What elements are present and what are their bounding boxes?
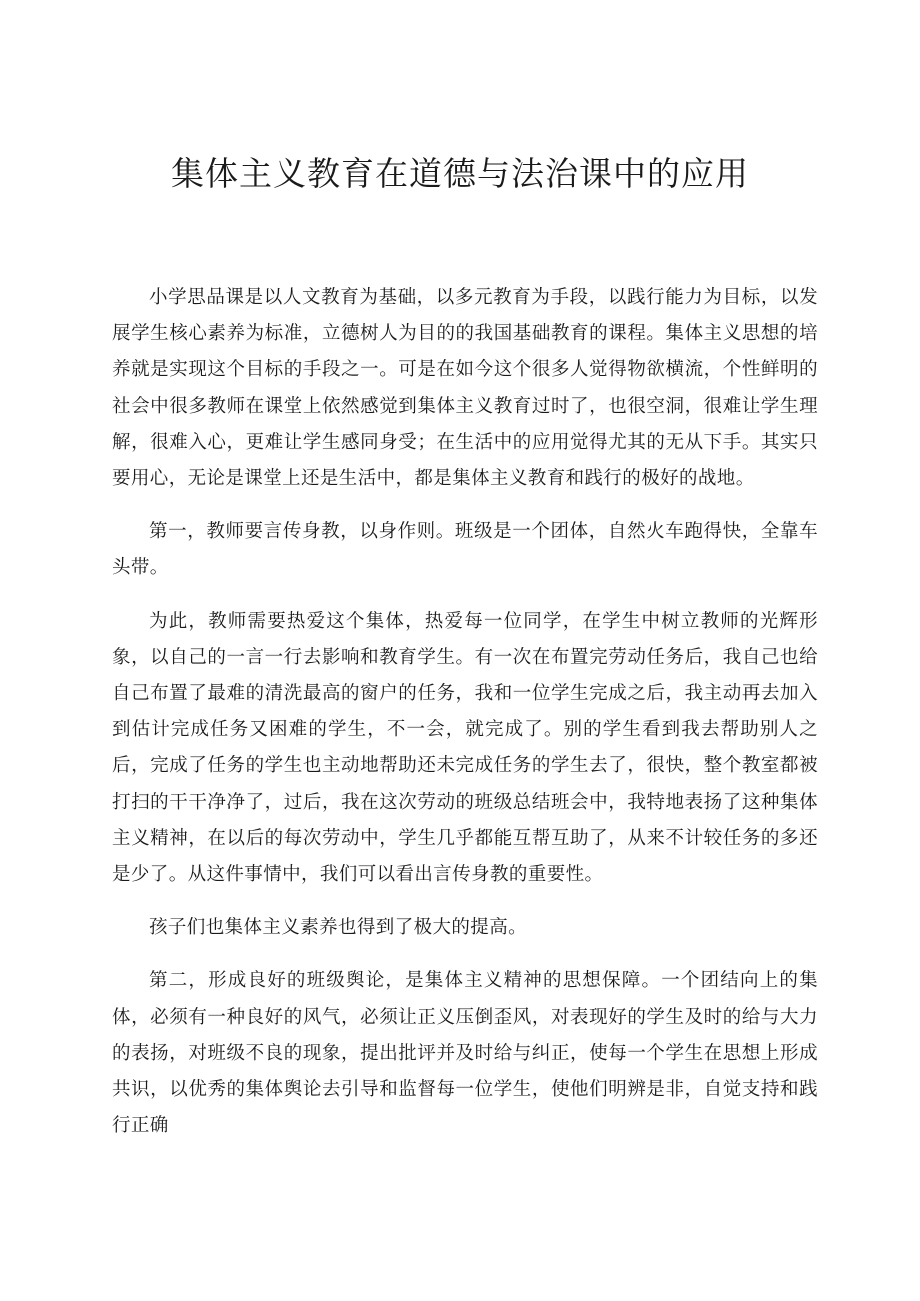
paragraph-intro: 小学思品课是以人文教育为基础，以多元教育为手段，以践行能力为目标，以发展学生核心素养为标准，立德树人为目的的我国基础教育的课程。集体主义思想的培养就是实现这个目标的手段之一。可是在如今这个很多人觉得物欲横流，个性鲜明的社会中很多教师在课堂上依然感觉到集体主义教育过时了，也很空洞，很难让学生理解，很难入心，更难让学生感同身受；在生活中的应用觉得尤其的无从下手。其实只要用心，无论是课堂上还是生活中，都是集体主义教育和践行的极好的战地。 [112, 287, 818, 490]
document-title: 集体主义教育在道德与法治课中的应用 [171, 154, 749, 193]
paragraph-result: 孩子们也集体主义素养也得到了极大的提高。 [149, 917, 528, 939]
document-body [112, 280, 818, 1161]
paragraph-example: 为此，教师需要热爱这个集体，热爱每一位同学，在学生中树立教师的光辉形象，以自己的一言一行去影响和教育学生。有一次在布置完劳动任务后，我自己也给自己布置了最难的清洗最高的窗户的任务，我和一位学生完成之后，我主动再去加入到估计完成任务又困难的学生，不一会，就完成了。别的学生看到我去帮助别人之后，完成了任务的学生也主动地帮助还未完成任务的学生去了，很快，整个教室都被打扫的干干净净了，过后，我在这次劳动的班级总结班会中，我特地表扬了这种集体主义精神，在以后的每次劳动中，学生几乎都能互帮互助了，从来不计较任务的多还是少了。从这件事情中，我们可以看出言传身教的重要性。 [112, 610, 818, 886]
paragraph-point-one: 第一，教师要言传身教，以身作则。班级是一个团体，自然火车跑得快，全靠车头带。 [112, 521, 818, 579]
paragraph-point-two: 第二，形成良好的班级舆论，是集体主义精神的思想保障。一个团结向上的集体，必须有一种良好的风气，必须让正义压倒歪风，对表现好的学生及时的给与大力的表扬，对班级不良的现象，提出批评并及时给与纠正，使每一个学生在思想上形成共识，以优秀的集体舆论去引导和监督每一位学生，使他们明辨是非，自觉支持和践行正确 [112, 970, 818, 1137]
